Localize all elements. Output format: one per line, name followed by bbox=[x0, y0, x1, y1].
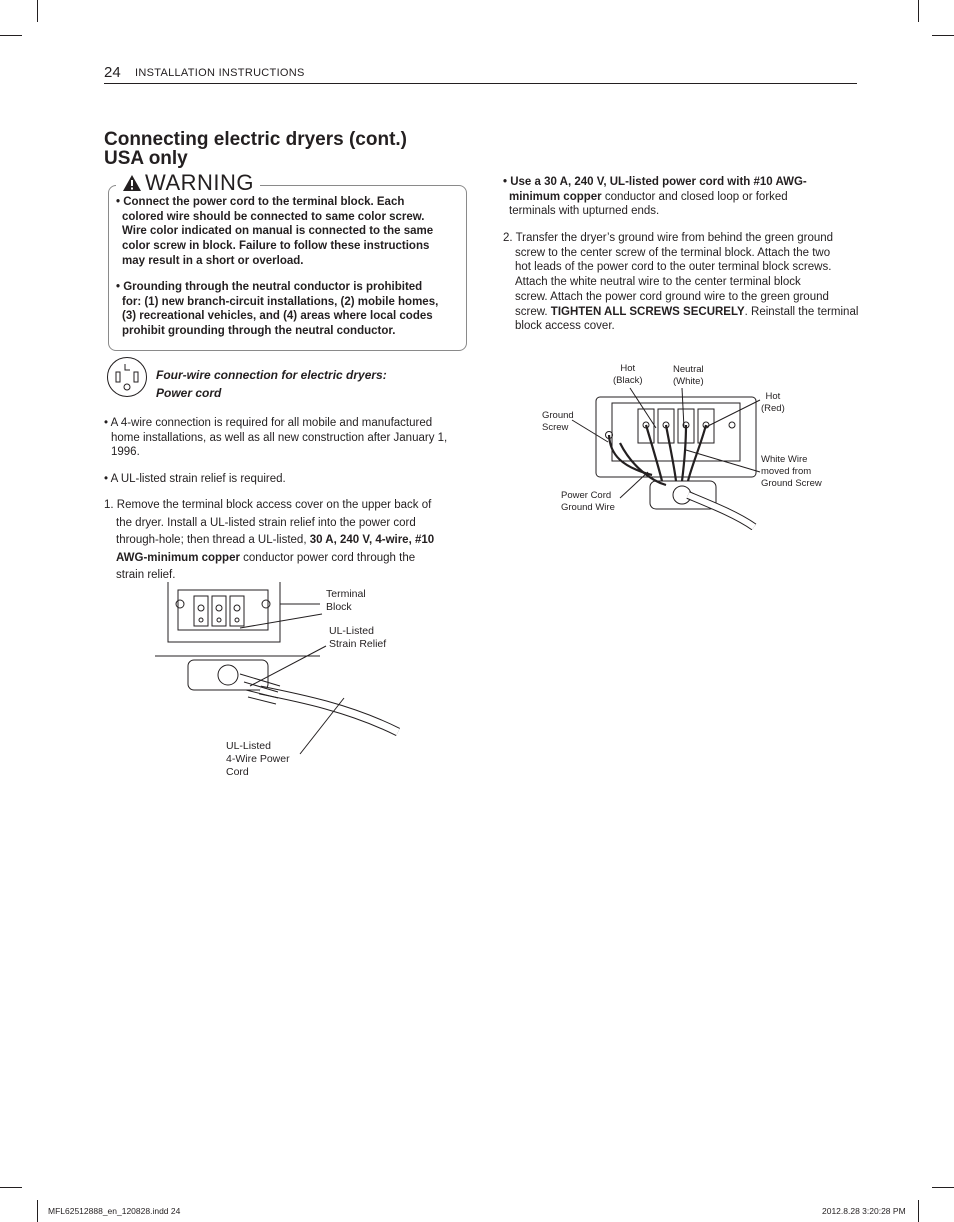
crop-mark bbox=[932, 1187, 954, 1188]
crop-mark bbox=[918, 0, 919, 22]
crop-mark bbox=[932, 35, 954, 36]
label-hot-red: Hot (Red) bbox=[761, 391, 785, 414]
bullet-power-cord-spec: • Use a 30 A, 240 V, UL-listed power cord with #10 AWG- minimum copper conductor and closed loop or forked terminals with upturned ends. bbox=[503, 176, 807, 218]
warning-item-2: • Grounding through the neutral conductor is prohibited for: (1) new branch-circuit installations, (2) mobile homes, (3) recreational vehicles, and (4) areas where local codes prohibit grounding through the neutral conductor. bbox=[116, 281, 439, 338]
label-power-cord: UL-Listed 4-Wire Power Cord bbox=[226, 740, 290, 778]
footer-file-name: MFL62512888_en_120828.indd 24 bbox=[48, 1206, 181, 1216]
label-white-wire: White Wire moved from Ground Screw bbox=[761, 454, 822, 489]
header-rule bbox=[104, 83, 857, 84]
label-strain-relief: UL-Listed Strain Relief bbox=[329, 625, 387, 650]
warning-triangle-icon bbox=[122, 174, 142, 192]
label-terminal-block: Terminal Block bbox=[326, 588, 366, 613]
crop-mark bbox=[37, 0, 38, 22]
crop-mark bbox=[918, 1200, 919, 1222]
step-1: 1. Remove the terminal block access cover on the upper back of the dryer. Install a UL-listed strain relief into the power cord through-hole; then thread a UL-listed, 30 A, 240 V, 4-wire, #10 AWG-minimum copper conductor power cord through the strain relief. bbox=[104, 499, 435, 581]
running-header: INSTALLATION INSTRUCTIONS bbox=[135, 67, 305, 79]
four-prong-outlet-icon bbox=[106, 356, 148, 398]
bullet-strain-relief: • A UL-listed strain relief is required. bbox=[104, 473, 286, 485]
warning-heading: WARNING bbox=[116, 170, 260, 196]
label-neutral-white: Neutral (White) bbox=[673, 364, 704, 387]
label-ground-screw: Ground Screw bbox=[542, 410, 574, 433]
callout-leader-line-cord bbox=[298, 696, 348, 756]
crop-mark bbox=[0, 1187, 22, 1188]
label-hot-black: Hot (Black) bbox=[613, 363, 643, 386]
step-2: 2. Transfer the dryer’s ground wire from behind the green ground screw to the center screw of the terminal block. Attach the two hot leads of the power cord to the outer terminal block screws. Attach the white neutral wire to the center terminal block screw. Attach the power cord ground wire to the green ground screw. TIGHTEN ALL SCREWS SECURELY. Reinstall the terminal block access cover. bbox=[503, 232, 859, 333]
crop-mark bbox=[0, 35, 22, 36]
warning-item-1: • Connect the power cord to the terminal block. Each colored wire should be connected to same color screw. Wire color indicated on manual is connected to the same color screw in block. Failure to follow these instructions may result in a short or overload. bbox=[116, 196, 434, 267]
footer-timestamp: 2012.8.28 3:20:28 PM bbox=[822, 1206, 906, 1216]
label-power-cord-ground: Power Cord Ground Wire bbox=[561, 490, 615, 513]
page-number: 24 bbox=[104, 64, 121, 81]
subsection-heading: Four-wire connection for electric dryers: Power cord bbox=[156, 368, 387, 400]
crop-mark bbox=[37, 1200, 38, 1222]
section-title: Connecting electric dryers (cont.) USA only bbox=[104, 129, 408, 169]
bullet-four-wire-requirement: • A 4-wire connection is required for all mobile and manufactured home installations, as well as all new construction after January 1, 1996. bbox=[104, 417, 448, 459]
